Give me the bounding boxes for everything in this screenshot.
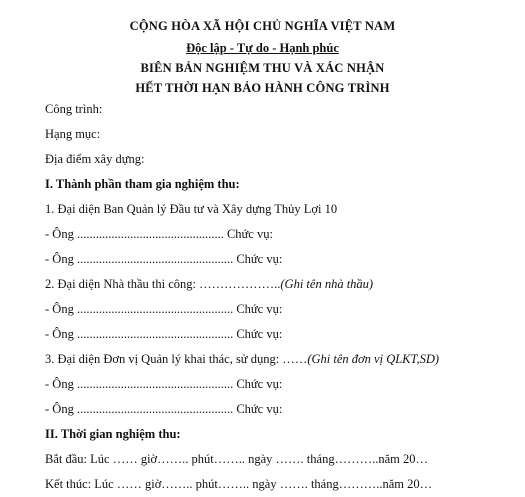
end-time: Kết thúc: Lúc …… giờ…….. phút…….. ngày ……. tháng………..năm 20… xyxy=(45,477,433,491)
rep2-line2: - Ông .................................................. Chức vụ: xyxy=(45,327,283,341)
doc-title-line1: BIÊN BẢN NGHIỆM THU VÀ XÁC NHẬN xyxy=(140,61,385,75)
cong-trinh-label: Công trình: xyxy=(45,102,103,116)
rep2-title xyxy=(45,276,373,292)
rep3-line2: - Ông .................................................. Chức vụ: xyxy=(45,402,283,416)
rep2-line1: - Ông .................................................. Chức vụ: xyxy=(45,302,283,316)
rep3-line1: - Ông .................................................. Chức vụ: xyxy=(45,377,283,391)
rep2-note: (Ghi tên nhà thầu) xyxy=(280,277,374,291)
rep1-line1: - Ông ............................................... Chức vụ: xyxy=(45,227,273,241)
rep2-text: 2. Đại diện Nhà thầu thi công: ……………….. xyxy=(45,277,281,291)
rep1-line2: - Ông .................................................. Chức vụ: xyxy=(45,252,283,266)
rep1-title: 1. Đại diện Ban Quản lý Đầu tư và Xây dựng Thủy Lợi 10 xyxy=(45,202,338,216)
rep3-note: (Ghi tên đơn vị QLKT,SD) xyxy=(307,352,440,366)
hang-muc-label: Hạng mục: xyxy=(45,127,101,141)
national-title: CỘNG HÒA XÃ HỘI CHỦ NGHĨA VIỆT NAM xyxy=(129,19,396,33)
start-time: Bắt đầu: Lúc …… giờ…….. phút…….. ngày ……. tháng………..năm 20… xyxy=(45,452,428,466)
section2-heading: II. Thời gian nghiệm thu: xyxy=(45,427,181,441)
doc-title-line2: HẾT THỜI HẠN BẢO HÀNH CÔNG TRÌNH xyxy=(135,81,390,95)
section1-heading: I. Thành phần tham gia nghiệm thu: xyxy=(45,177,240,191)
rep3-text: 3. Đại diện Đơn vị Quản lý khai thác, sử dụng: …… xyxy=(45,352,308,366)
rep3-title xyxy=(45,351,439,367)
motto: Độc lập - Tự do - Hạnh phúc xyxy=(186,41,339,55)
dia-diem-label: Địa điểm xây dựng: xyxy=(45,152,145,166)
